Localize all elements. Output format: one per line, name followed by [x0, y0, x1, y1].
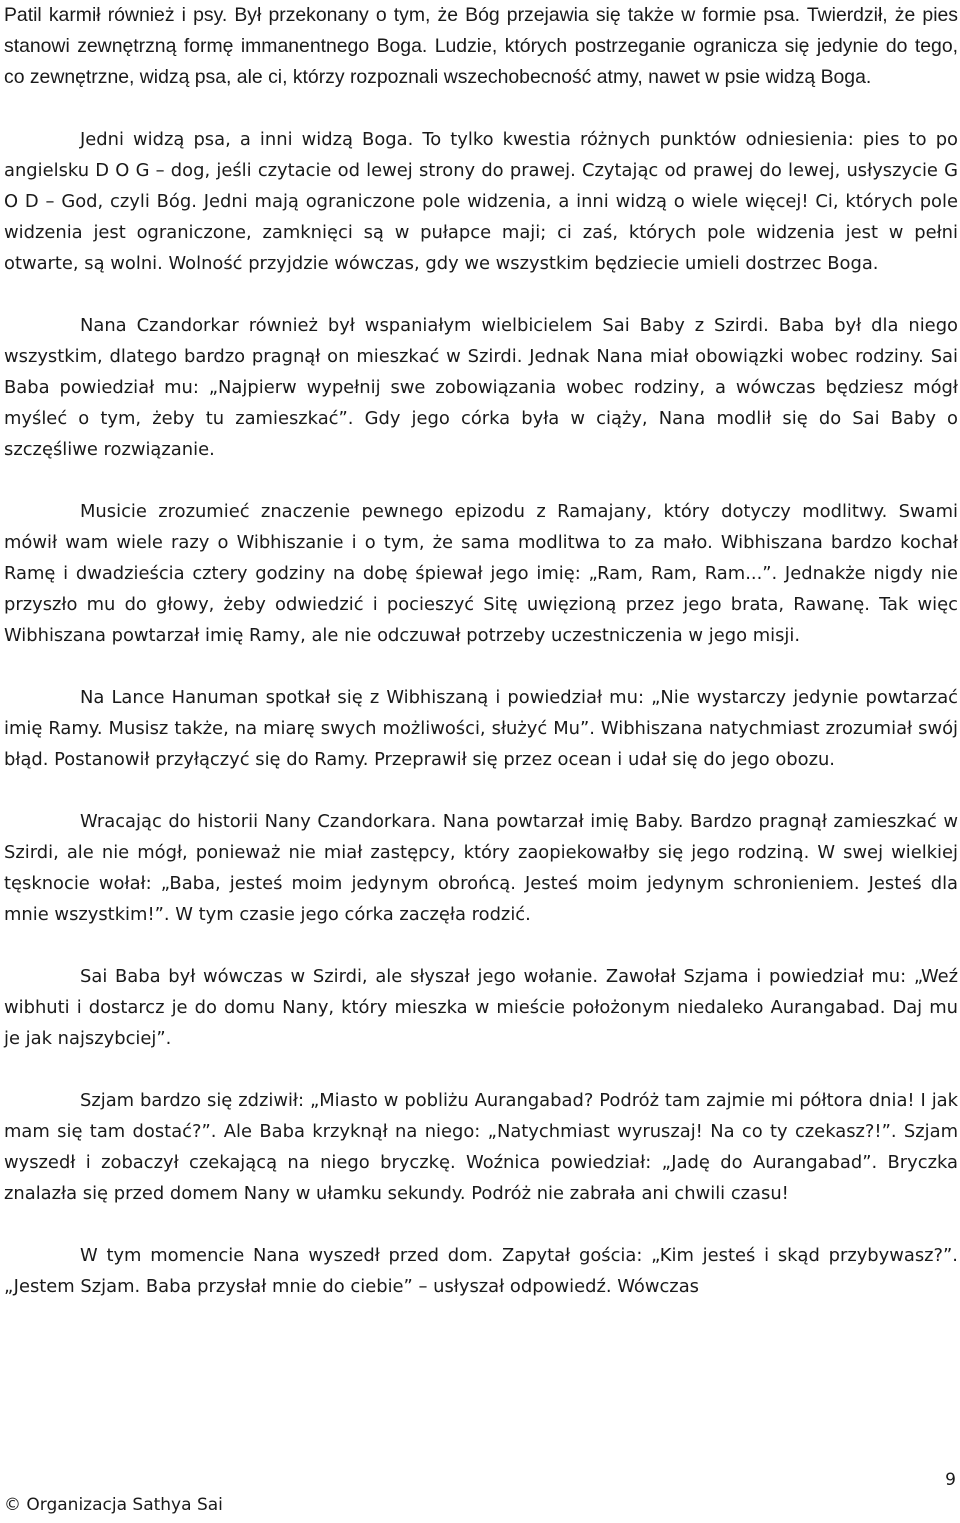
paragraph-4: Musicie zrozumieć znaczenie pewnego epizodu z Ramajany, który dotyczy modlitwy. Swami mówił wam wiele razy o Wibhiszanie i o tym, że sama modlitwa to za mało. Wibhiszana bardzo kochał Ramę i dwadzieścia cztery godziny na dobę śpiewał jego imię: „Ram, Ram, Ram...”. Jednakże nigdy nie przyszło mu do głowy, żeby odwiedzić i pocieszyć Sitę uwięzioną przez jego brata, Rawanę. Tak więc Wibhiszana powtarzał imię Ramy, ale nie odczuwał potrzeby uczestniczenia w jego misji.	[4, 501, 958, 646]
paragraph-3: Nana Czandorkar również był wspaniałym wielbicielem Sai Baby z Szirdi. Baba był dla niego wszystkim, dlatego bardzo pragnął on mieszkać w Szirdi. Jednak Nana miał obowiązki wobec rodziny. Sai Baba powiedział mu: „Najpierw wypełnij swe zobowiązania wobec rodziny, a wówczas będziesz mógł myśleć o tym, żeby tu zamieszkać”. Gdy jego córka była w ciąży, Nana modlił się do Sai Baby o szczęśliwe rozwiązanie.	[4, 315, 958, 460]
paragraph-9: W tym momencie Nana wyszedł przed dom. Zapytał gościa: „Kim jesteś i skąd przybywasz?”. „Jestem Szjam. Baba przysłał mnie do ciebie” – usłyszał odpowiedź. Wówczas	[4, 1245, 958, 1297]
footer-copyright: © Organizacja Sathya Sai	[4, 1495, 223, 1515]
paragraph-1: Patil karmił również i psy. Był przekonany o tym, że Bóg przejawia się także w formie psa. Twierdził, że pies stanowi zewnętrzną formę immanentnego Boga. Ludzie, których postrzeganie ogranicza się jedynie do tego, co zewnętrzne, widzą psa, ale ci, którzy rozpoznali wszechobecność atmy, nawet w psie widzą Boga.	[4, 4, 958, 88]
paragraph-6: Wracając do historii Nany Czandorkara. Nana powtarzał imię Baby. Bardzo pragnął zamieszkać w Szirdi, ale nie mógł, ponieważ nie miał zastępcy, który zaopiekowałby się jego rodziną. W swej wielkiej tęsknocie wołał: „Baba, jesteś moim jedynym obrońcą. Jesteś moim jedynym schronieniem. Jesteś dla mnie wszystkim!”. W tym czasie jego córka zaczęła rodzić.	[4, 811, 958, 925]
paragraph-8: Szjam bardzo się zdziwił: „Miasto w pobliżu Aurangabad? Podróż tam zajmie mi półtora dnia! I jak mam się tam dostać?”. Ale Baba krzyknął na niego: „Natychmiast wyruszaj! Na co ty czekasz?!”. Szjam wyszedł i zobaczył czekającą na niego bryczkę. Woźnica powiedział: „Jadę do Aurangabad”. Bryczka znalazła się przed domem Nany w ułamku sekundy. Podróż nie zabrała ani chwili czasu!	[4, 1090, 958, 1204]
paragraph-2: Jedni widzą psa, a inni widzą Boga. To tylko kwestia różnych punktów odniesienia: pies to po angielsku D O G – dog, jeśli czytacie od lewej strony do prawej. Czytając od prawej do lewej, usłyszycie G O D – God, czyli Bóg. Jedni mają ograniczone pole widzenia, a inni widzą o wiele więcej! Ci, których pole widzenia jest ograniczone, zamknięci są w pułapce maji; ci zaś, których pole widzenia jest w pełni otwarte, są wolni. Wolność przyjdzie wówczas, gdy we wszystkim będziecie umieli dostrzec Boga.	[4, 129, 958, 274]
page-number: 9	[945, 1470, 956, 1490]
paragraph-7: Sai Baba był wówczas w Szirdi, ale słyszał jego wołanie. Zawołał Szjama i powiedział mu: „Weź wibhuti i dostarcz je do domu Nany, który mieszka w mieście położonym niedaleko Aurangabad. Daj mu je jak najszybciej”.	[4, 966, 958, 1049]
paragraph-5: Na Lance Hanuman spotkał się z Wibhiszaną i powiedział mu: „Nie wystarczy jedynie powtarzać imię Ramy. Musisz także, na miarę swych możliwości, służyć Mu”. Wibhiszana natychmiast zrozumiał swój błąd. Postanowił przyłączyć się do Ramy. Przeprawił się przez ocean i udał się do jego obozu.	[4, 687, 958, 770]
document-page	[4, 0, 958, 1302]
